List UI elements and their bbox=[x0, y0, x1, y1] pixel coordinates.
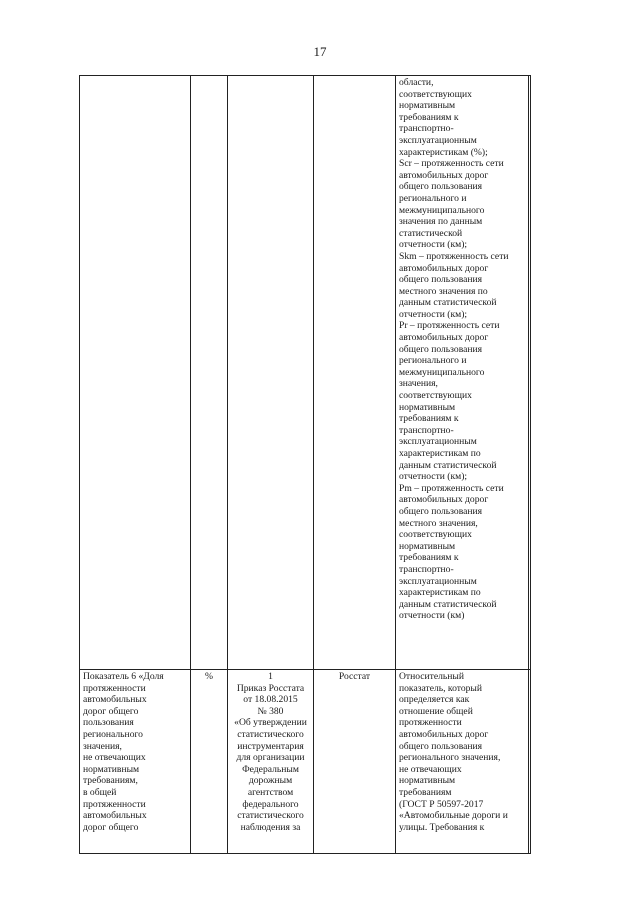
text-line: нормативным bbox=[399, 540, 456, 552]
text-line: (ГОСТ Р 50597-2017 bbox=[399, 798, 484, 810]
text-line: автомобильных bbox=[83, 694, 147, 706]
text-line: Приказ Росстата bbox=[236, 682, 305, 694]
text-line: Относительный bbox=[399, 671, 465, 682]
text-line: межмуниципального bbox=[399, 204, 485, 216]
text-line: общего пользования bbox=[399, 740, 483, 752]
cell-method-empty bbox=[228, 76, 314, 670]
text-line: регионального bbox=[83, 728, 143, 740]
text-line: регионального значения, bbox=[399, 752, 501, 764]
indicator-name-text bbox=[83, 671, 187, 833]
table-row-continuation bbox=[80, 76, 531, 670]
text-line: автомобильных дорог bbox=[399, 169, 489, 181]
text-line: от 18.08.2015 bbox=[243, 694, 298, 706]
text-line: соответствующих bbox=[399, 88, 472, 100]
text-line: Pr – протяженность сети bbox=[399, 320, 500, 332]
text-line: данным статистической bbox=[399, 297, 497, 309]
text-line: характеристикам (%); bbox=[399, 146, 488, 158]
text-line: дорог общего bbox=[83, 821, 139, 833]
text-line: Scr – протяженность сети bbox=[399, 158, 504, 170]
text-line: данным статистической bbox=[399, 598, 497, 610]
formula-text bbox=[399, 77, 525, 622]
text-line: отчетности (км); bbox=[399, 471, 468, 483]
text-line: общего пользования bbox=[399, 505, 483, 517]
text-line: для организации bbox=[236, 752, 305, 764]
text-line: нормативным bbox=[399, 775, 456, 787]
text-line: не отвечающих bbox=[83, 752, 146, 764]
text-line: данным статистической bbox=[399, 459, 497, 471]
text-line: определяется как bbox=[399, 694, 470, 706]
text-line: нормативным bbox=[399, 401, 456, 413]
text-line: характеристикам по bbox=[399, 587, 481, 599]
text-line: дорог общего bbox=[83, 705, 139, 717]
text-line: требованиям bbox=[399, 786, 452, 798]
formula-description-text bbox=[399, 671, 525, 833]
text-line: значения, bbox=[399, 378, 438, 390]
cell-note-empty bbox=[529, 76, 531, 670]
text-line: нормативным bbox=[83, 763, 140, 775]
text-line: нормативным bbox=[399, 100, 456, 112]
indicators-table bbox=[79, 75, 531, 854]
text-line: местного значения по bbox=[399, 285, 488, 297]
text-line: местного значения, bbox=[399, 517, 478, 529]
text-line: общего пользования bbox=[399, 181, 483, 193]
text-line: отчетности (км); bbox=[399, 239, 468, 251]
text-line: требованиям к bbox=[399, 413, 459, 425]
text-line: требованиям, bbox=[83, 775, 138, 787]
cell-source bbox=[314, 670, 396, 854]
text-line: агентством bbox=[247, 786, 294, 798]
text-line: области, bbox=[399, 77, 434, 88]
cell-formula bbox=[396, 670, 529, 854]
text-line: автомобильных дорог bbox=[399, 332, 489, 344]
text-line: протяженности bbox=[83, 798, 146, 810]
text-line: Федеральным bbox=[242, 763, 299, 775]
text-line: «Автомобильные дороги и bbox=[399, 810, 508, 822]
cell-unit-empty bbox=[191, 76, 228, 670]
page-number: 17 bbox=[313, 44, 327, 59]
text-line: регионального и bbox=[399, 192, 467, 204]
text-line: эксплуатационным bbox=[399, 134, 477, 146]
text-line: № 380 bbox=[257, 705, 284, 717]
text-line: статистической bbox=[399, 227, 463, 239]
text-line: статистического bbox=[237, 728, 304, 740]
text-line: эксплуатационным bbox=[399, 575, 477, 587]
text-line: автомобильных дорог bbox=[399, 728, 489, 740]
text-line: регионального и bbox=[399, 355, 467, 367]
text-line: Pm – протяженность сети bbox=[399, 482, 504, 494]
text-line: «Об утверждении bbox=[234, 717, 307, 729]
text-line: отчетности (км); bbox=[399, 308, 468, 320]
method-text bbox=[231, 671, 310, 833]
text-line: соответствующих bbox=[399, 529, 472, 541]
text-line: транспортно- bbox=[399, 123, 454, 135]
text-line: Skm – протяженность сети bbox=[399, 250, 509, 262]
text-line: транспортно- bbox=[399, 563, 454, 575]
text-line: характеристикам по bbox=[399, 448, 481, 459]
text-line: отчетности (км) bbox=[399, 610, 465, 622]
text-line: эксплуатационным bbox=[399, 436, 477, 448]
cell-unit bbox=[191, 670, 228, 854]
text-line: Показатель 6 «Доля bbox=[83, 671, 164, 682]
text-line: автомобильных дорог bbox=[399, 262, 489, 274]
text-line: автомобильных дорог bbox=[399, 494, 489, 506]
text-line: федерального bbox=[242, 798, 299, 810]
cell-note bbox=[529, 670, 531, 854]
text-line: статистического bbox=[237, 810, 304, 822]
source-text: Росстат bbox=[338, 671, 371, 682]
unit-text: % bbox=[205, 671, 213, 682]
text-line: улицы. Требования к bbox=[399, 821, 485, 833]
text-line: протяженности bbox=[399, 717, 462, 729]
table-row-indicator-6 bbox=[80, 670, 531, 854]
text-line: требованиям к bbox=[399, 111, 459, 123]
text-line: значения по данным bbox=[399, 216, 483, 228]
text-line: общего пользования bbox=[399, 343, 483, 355]
cell-source-empty bbox=[314, 76, 396, 670]
text-line: отношение общей bbox=[399, 705, 473, 717]
text-line: значения, bbox=[83, 740, 122, 752]
cell-method bbox=[228, 670, 314, 854]
text-line: в общей bbox=[83, 786, 117, 798]
text-line: наблюдения за bbox=[240, 821, 301, 833]
text-line: соответствующих bbox=[399, 390, 472, 402]
text-line: автомобильных bbox=[83, 810, 147, 822]
text-line: протяженности bbox=[83, 682, 146, 694]
text-line: межмуниципального bbox=[399, 366, 485, 378]
text-line: требованиям к bbox=[399, 552, 459, 564]
text-line: инструментария bbox=[237, 740, 304, 752]
text-line: пользования bbox=[83, 717, 134, 729]
cell-indicator-name bbox=[80, 670, 191, 854]
cell-formula-continuation bbox=[396, 76, 529, 670]
text-line: 1 bbox=[268, 671, 273, 682]
text-line: не отвечающих bbox=[399, 763, 462, 775]
text-line: дорожным bbox=[248, 775, 293, 787]
text-line: общего пользования bbox=[399, 274, 483, 286]
text-line: транспортно- bbox=[399, 424, 454, 436]
cell-name-empty bbox=[80, 76, 191, 670]
text-line: показатель, который bbox=[399, 682, 482, 694]
